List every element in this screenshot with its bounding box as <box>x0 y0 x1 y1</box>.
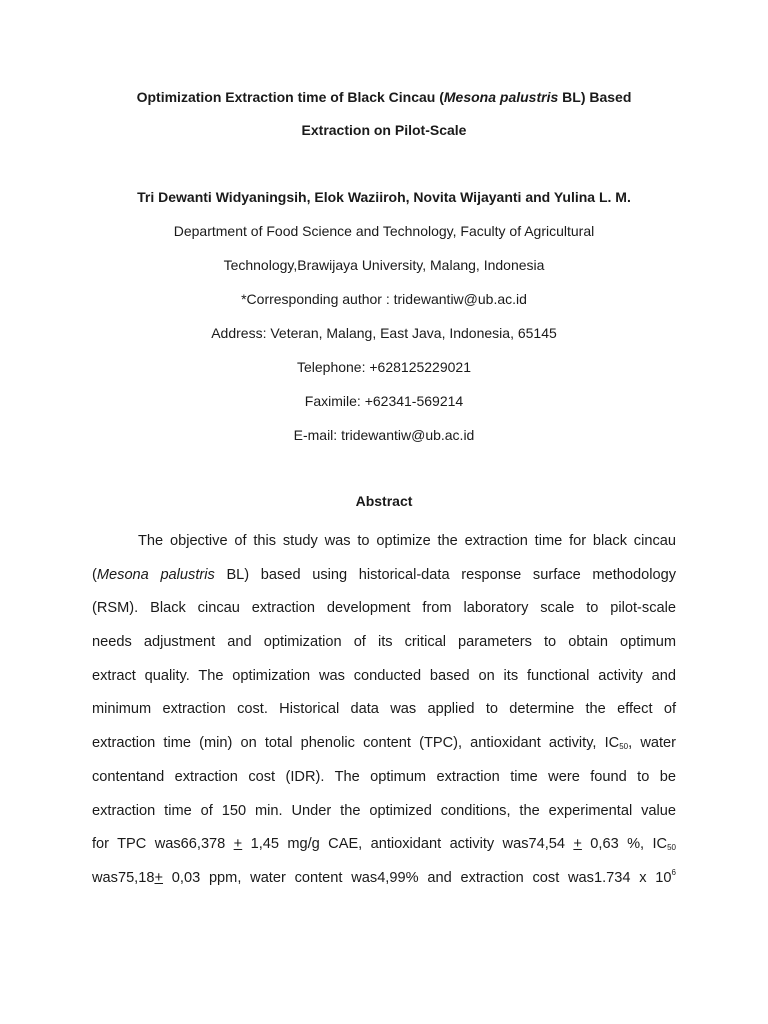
abstract-text: extraction time of 150 min. Under the optimized conditions, the experimental value <box>92 802 676 819</box>
affiliation-line-1: Department of Food Science and Technology, Faculty of Agricultural <box>173 223 595 239</box>
title-text: Optimization Extraction time of Black Cincau ( <box>136 89 444 105</box>
plus-minus-sign: + <box>154 869 164 886</box>
title-species-name: Mesona palustris <box>443 89 559 105</box>
abstract-text: BL) based using historical-data response surface methodology <box>214 566 676 583</box>
abstract-text: for TPC was66,378 <box>92 836 234 853</box>
abstract-body <box>92 525 676 896</box>
abstract-line <box>92 660 676 694</box>
subscript: 50 <box>619 742 629 752</box>
plus-minus-sign: + <box>573 836 582 853</box>
abstract-text: ( <box>92 566 97 583</box>
abstract-text: 1,45 mg/g CAE, antioxidant activity was74,54 <box>242 836 574 853</box>
faximile: Faximile: +62341-569214 <box>304 393 464 409</box>
abstract-line <box>92 727 676 761</box>
abstract-text: The objective of this study was to optimize the extraction time for black cincau <box>138 533 676 549</box>
abstract-text: contentand extraction cost (IDR). The optimum extraction time were found to be <box>92 768 676 785</box>
abstract-text: extraction time (min) on total phenolic content (TPC), antioxidant activity, IC <box>92 735 620 752</box>
abstract-text: , water <box>628 735 677 752</box>
email: E-mail: tridewantiw@ub.ac.id <box>293 427 475 443</box>
telephone: Telephone: +628125229021 <box>296 359 471 375</box>
abstract-line <box>92 795 676 829</box>
abstract-text: needs adjustment and optimization of its critical parameters to obtain optimum <box>92 634 676 651</box>
superscript: 6 <box>671 867 676 877</box>
species-name: Mesona palustris <box>96 566 215 583</box>
paper-title-line-2: Extraction on Pilot-Scale <box>301 122 467 138</box>
abstract-line <box>92 592 676 626</box>
abstract-text: (RSM). Black cincau extraction development from laboratory scale to pilot-scale <box>92 600 676 617</box>
abstract-line <box>92 626 676 660</box>
abstract-text: extract quality. The optimization was conducted based on its functional activity and <box>92 667 676 684</box>
author-list: Tri Dewanti Widyaningsih, Elok Waziiroh, Novita Wijayanti and Yulina L. M. <box>137 189 631 205</box>
subscript: 50 <box>667 843 676 853</box>
abstract-line <box>92 828 676 862</box>
paper-title-line-1 <box>92 0 676 107</box>
abstract-line <box>92 525 676 559</box>
address: Address: Veteran, Malang, East Java, Indonesia, 65145 <box>211 325 557 341</box>
abstract-text: minimum extraction cost. Historical data was applied to determine the effect of <box>92 701 676 718</box>
abstract-heading: Abstract <box>355 493 413 509</box>
abstract-line <box>92 761 676 795</box>
abstract-text: was75,18 <box>92 869 155 886</box>
abstract-line <box>92 559 676 593</box>
abstract-line <box>92 862 676 896</box>
affiliation-line-2: Technology,Brawijaya University, Malang, Indonesia <box>223 257 545 273</box>
plus-minus-sign: + <box>233 836 243 853</box>
title-text: BL) Based <box>558 89 632 105</box>
abstract-text: 0,63 %, IC <box>581 836 668 853</box>
abstract-line <box>92 693 676 727</box>
abstract-text: 0,03 ppm, water content was4,99% and extraction cost was1.734 x 10 <box>163 869 672 886</box>
corresponding-author: *Corresponding author : tridewantiw@ub.ac.id <box>241 291 527 307</box>
